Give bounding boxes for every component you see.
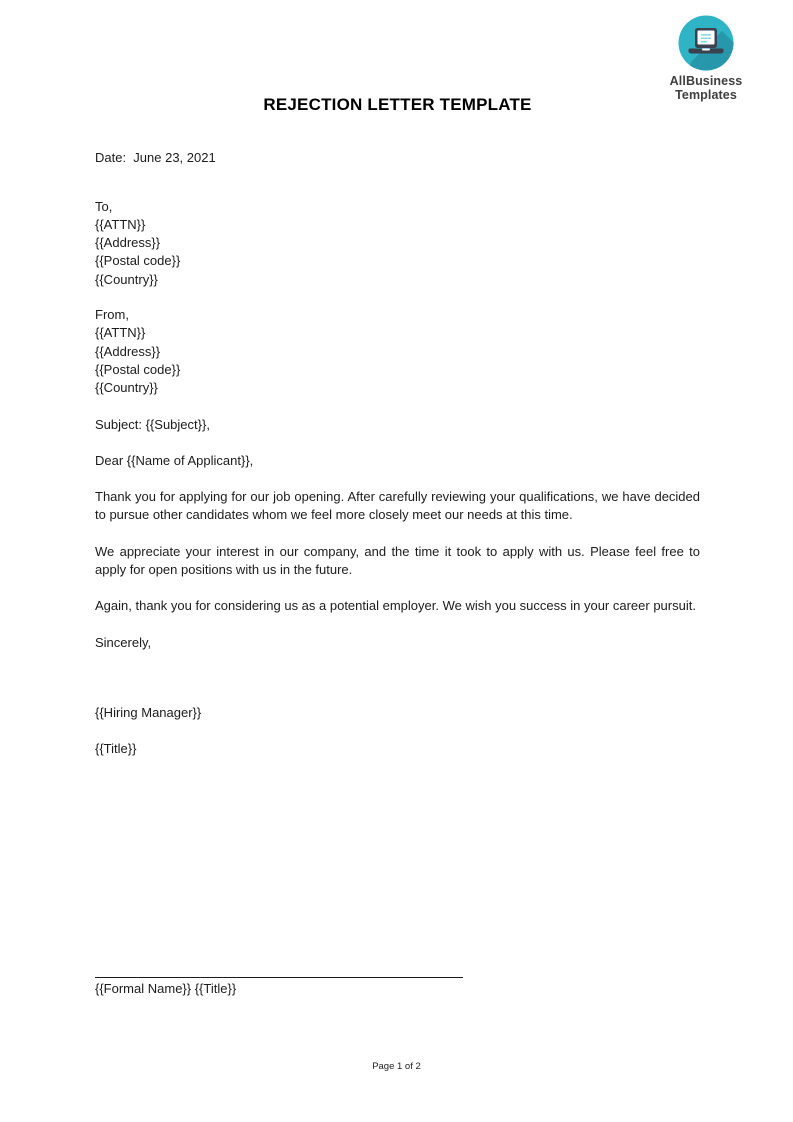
document-title: REJECTION LETTER TEMPLATE [263,95,532,114]
signature-area [95,977,463,996]
laptop-logo-icon [677,14,735,72]
signature-title-placeholder: {{Title}} [95,741,137,757]
salutation: Dear {{Name of Applicant}}, [95,452,254,468]
brand-logo [663,14,749,102]
body-paragraph-2: We appreciate your interest in our company, and the time it took to apply with us. Please feel free to apply for open positions with us in the future. [95,543,700,578]
brand-name-line2: Templates [675,88,737,102]
recipient-attn-placeholder: {{ATTN}} [95,216,146,232]
sender-heading: From, [95,307,129,323]
date-line: Date: June 23, 2021 [95,150,216,166]
recipient-address-block [95,198,700,289]
body-paragraph-3: Again, thank you for considering us as a potential employer. We wish you success in your career pursuit. [95,598,696,614]
sender-postal-code-placeholder: {{Postal code}} [95,361,181,377]
recipient-heading: To, [95,198,113,214]
recipient-postal-code-placeholder: {{Postal code}} [95,253,181,269]
sender-address-block [95,306,700,397]
page-number-indicator: Page 1 of 2 [372,1061,421,1072]
subject-line: Subject: {{Subject}}, [95,416,210,432]
brand-name-line1: AllBusiness [669,74,743,88]
signature-name-placeholder: {{Hiring Manager}} [95,704,202,720]
sender-address-placeholder: {{Address}} [95,343,161,359]
signature-rule-line [95,977,463,978]
recipient-address-placeholder: {{Address}} [95,235,161,251]
body-paragraph-1: Thank you for applying for our job opening. After carefully reviewing your qualifications, we have decided to pursue other candidates whom we feel more closely meet our needs at this time. [95,489,700,523]
closing-line: Sincerely, [95,634,152,650]
signature-formal-name-placeholder: {{Formal Name}} {{Title}} [95,981,237,996]
sender-attn-placeholder: {{ATTN}} [95,325,146,341]
recipient-country-placeholder: {{Country}} [95,271,158,287]
sender-country-placeholder: {{Country}} [95,380,158,396]
